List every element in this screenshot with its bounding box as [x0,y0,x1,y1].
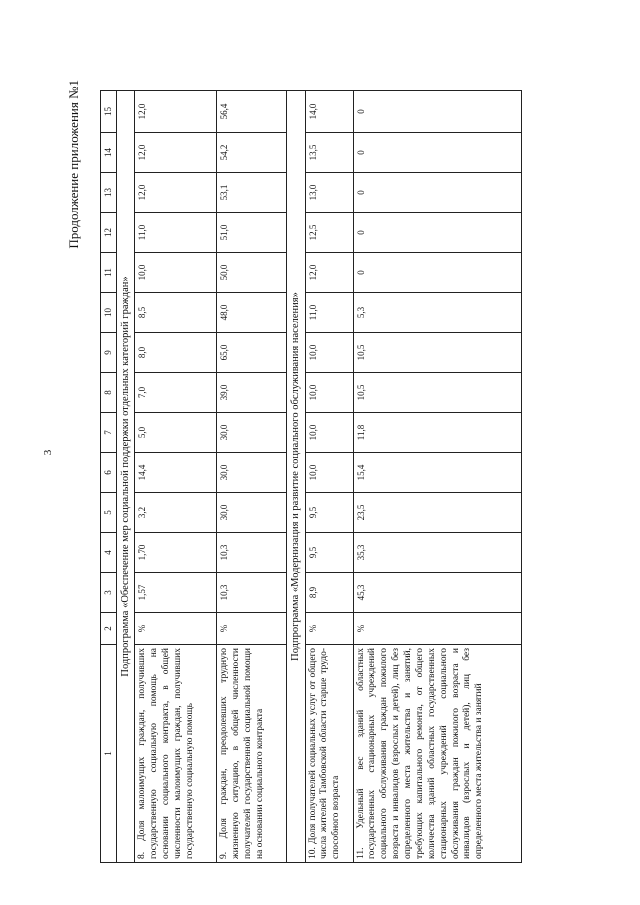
table-cell: 11,8 [353,413,521,453]
table-cell: 12,5 [305,213,353,253]
table-cell: 12,0 [135,91,217,133]
table-cell: 45,3 [353,573,521,613]
appendix-note: Продолжение приложения №1 [66,80,81,249]
table-cell: 30,0 [217,493,287,533]
table-cell: % [135,613,217,645]
column-number: 5 [101,493,117,533]
page-number: 3 [42,449,54,456]
table-cell: 10,0 [305,453,353,493]
table-cell: 7,0 [135,373,217,413]
table-cell: 10,5 [353,333,521,373]
table-cell: 9,5 [305,533,353,573]
indicators-table [100,90,522,863]
table-cell: 10,5 [353,373,521,413]
table-cell: 0 [353,213,521,253]
section-title: Подпрограмма «Модернизация и развитие социального обслуживания населения» [287,91,305,863]
table-cell: 1,57 [135,573,217,613]
table-cell: 8,5 [135,293,217,333]
table-cell: 0 [353,91,521,133]
table-cell: 11,0 [135,213,217,253]
table-cell: 23,5 [353,493,521,533]
table-cell: 13,5 [305,133,353,173]
table-cell: 51,0 [217,213,287,253]
column-number: 12 [101,213,117,253]
table-cell: 10,0 [305,373,353,413]
table-cell: 0 [353,173,521,213]
column-number: 2 [101,613,117,645]
table-row [353,91,521,863]
table-cell: 35,3 [353,533,521,573]
table-cell: 12,0 [305,253,353,293]
indicator-label: 11. Удельный вес зданий областных государственных стационарных учреждений социального обслуживания граждан пожилого возраста и инвалидов (взрослых и детей), лиц без определенного места жительства и занятий, требующих капитального ремонта, от общего количества зданий областных государственных стационарных учреждений социального обслуживания граждан пожилого возраста и инвалидов (взрослых и детей), лиц без определенного места жительства и занятий [353,645,521,863]
column-number: 7 [101,413,117,453]
table-cell: 50,0 [217,253,287,293]
table-row [305,91,353,863]
indicator-label: 9. Доля граждан, преодолевших трудную жизненную ситуацию, в общей численности получателей государственной социальной помощи на основании социального контракта [217,645,287,863]
table-cell: 10,0 [305,333,353,373]
section-title: Подпрограмма «Обеспечение мер социальной поддержки отдельных категорий граждан» [117,91,135,863]
table-cell: 10,3 [217,533,287,573]
table-cell: 53,1 [217,173,287,213]
column-number: 6 [101,453,117,493]
section-row [287,91,305,863]
indicator-label: 10. Доля получателей социальных услуг от общего числа жителей Тамбовской области старше трудо-способного возраста [305,645,353,863]
table-cell: 9,5 [305,493,353,533]
column-number: 14 [101,133,117,173]
table-cell: % [353,613,521,645]
table-cell: 11,0 [305,293,353,333]
table-cell: 15,4 [353,453,521,493]
table-cell: % [305,613,353,645]
column-number: 11 [101,253,117,293]
section-row [117,91,135,863]
table-cell: % [217,613,287,645]
column-number: 13 [101,173,117,213]
table-cell: 14,0 [305,91,353,133]
column-number: 15 [101,91,117,133]
column-number: 10 [101,293,117,333]
table-cell: 5,3 [353,293,521,333]
table-cell: 30,0 [217,453,287,493]
table-cell: 1,70 [135,533,217,573]
column-number: 4 [101,533,117,573]
table-cell: 10,0 [305,413,353,453]
table-cell: 3,2 [135,493,217,533]
table-row [135,91,217,863]
column-number: 1 [101,645,117,863]
table-cell: 0 [353,253,521,293]
table-cell: 65,0 [217,333,287,373]
indicator-label: 8. Доля малоимущих граждан, получивших государственную социальную помощь на основании социального контракта, в общей численности малоимущих граждан, получивших государственную социальную помощь [135,645,217,863]
table-cell: 54,2 [217,133,287,173]
table-row [217,91,287,863]
table-cell: 39,0 [217,373,287,413]
table-cell: 48,0 [217,293,287,333]
table-cell: 56,4 [217,91,287,133]
table-cell: 10,0 [135,253,217,293]
table-cell: 8,0 [135,333,217,373]
table-cell: 10,3 [217,573,287,613]
column-number: 3 [101,573,117,613]
table-cell: 8,9 [305,573,353,613]
table-cell: 12,0 [135,133,217,173]
table-cell: 5,0 [135,413,217,453]
table-cell: 14,4 [135,453,217,493]
table-cell: 13,0 [305,173,353,213]
table-cell: 30,0 [217,413,287,453]
column-number: 8 [101,373,117,413]
column-number: 9 [101,333,117,373]
table-cell: 12,0 [135,173,217,213]
table-cell: 0 [353,133,521,173]
column-number-row [101,91,117,863]
